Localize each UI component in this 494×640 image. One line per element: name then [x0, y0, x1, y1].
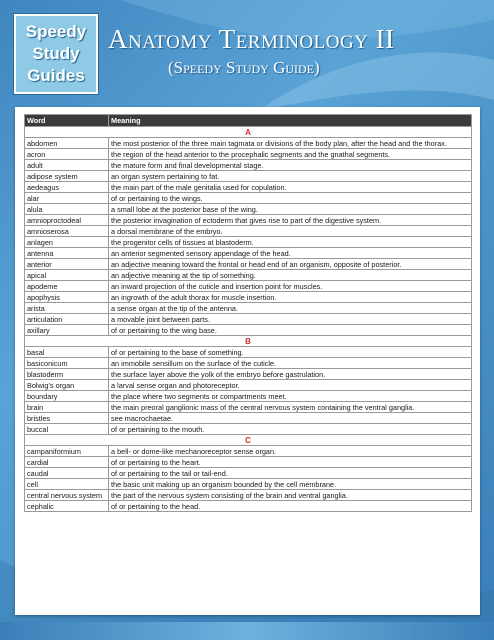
terms-panel: [15, 107, 480, 615]
table-row: [25, 402, 472, 413]
table-row: [25, 281, 472, 292]
column-header-meaning: Meaning: [109, 115, 472, 127]
term-word: apical: [25, 270, 109, 281]
table-row: [25, 138, 472, 149]
table-row: [25, 369, 472, 380]
term-word: apodeme: [25, 281, 109, 292]
table-row: [25, 193, 472, 204]
term-word: adipose system: [25, 171, 109, 182]
section-letter: C: [25, 435, 472, 446]
table-row: [25, 479, 472, 490]
table-row: [25, 424, 472, 435]
term-word: abdomen: [25, 138, 109, 149]
table-row: [25, 501, 472, 512]
term-word: cephalic: [25, 501, 109, 512]
term-word: axillary: [25, 325, 109, 336]
term-meaning: the progenitor cells of tissues at blastoderm.: [109, 237, 472, 248]
term-meaning: of or pertaining to the wings.: [109, 193, 472, 204]
table-row: [25, 490, 472, 501]
term-meaning: the place where two segments or compartments meet.: [109, 391, 472, 402]
term-word: alula: [25, 204, 109, 215]
term-meaning: the most posterior of the three main tagmata or divisions of the body plan, after the head and the thorax.: [109, 138, 472, 149]
term-meaning: of or pertaining to the head.: [109, 501, 472, 512]
term-word: campaniformium: [25, 446, 109, 457]
term-meaning: the part of the nervous system consisting of the brain and ventral ganglia.: [109, 490, 472, 501]
page-title: Anatomy Terminology II: [108, 24, 395, 54]
term-word: Bolwig's organ: [25, 380, 109, 391]
term-word: aedeagus: [25, 182, 109, 193]
brand-logo: [14, 14, 98, 94]
term-word: boundary: [25, 391, 109, 402]
term-word: alar: [25, 193, 109, 204]
terms-table: [24, 114, 472, 512]
term-meaning: of or pertaining to the heart.: [109, 457, 472, 468]
term-word: caudal: [25, 468, 109, 479]
term-word: amnioserosa: [25, 226, 109, 237]
term-word: apophysis: [25, 292, 109, 303]
term-meaning: an inward projection of the cuticle and insertion point for muscles.: [109, 281, 472, 292]
logo-line-1: Speedy: [25, 22, 87, 41]
term-word: brain: [25, 402, 109, 413]
table-row: [25, 413, 472, 424]
table-row: [25, 270, 472, 281]
table-row: [25, 226, 472, 237]
section-letter: A: [25, 127, 472, 138]
term-meaning: the surface layer above the yolk of the embryo before gastrulation.: [109, 369, 472, 380]
term-meaning: the region of the head anterior to the procephalic segments and the gnathal segments.: [109, 149, 472, 160]
term-word: anterior: [25, 259, 109, 270]
table-row: [25, 259, 472, 270]
term-meaning: an adjective meaning at the tip of something.: [109, 270, 472, 281]
section-letter-row: [25, 435, 472, 446]
table-header-row: [25, 115, 472, 127]
term-meaning: a bell- or dome-like mechanoreceptor sense organ.: [109, 446, 472, 457]
table-row: [25, 325, 472, 336]
term-meaning: the posterior invagination of ectoderm that gives rise to part of the digestive system.: [109, 215, 472, 226]
table-row: [25, 204, 472, 215]
term-meaning: a dorsal membrane of the embryo.: [109, 226, 472, 237]
page-subtitle: (Speedy Study Guide): [168, 58, 320, 77]
section-letter-row: [25, 127, 472, 138]
term-meaning: of or pertaining to the wing base.: [109, 325, 472, 336]
term-word: amnioproctodeal: [25, 215, 109, 226]
term-word: basal: [25, 347, 109, 358]
term-meaning: a sense organ at the tip of the antenna.: [109, 303, 472, 314]
term-meaning: a small lobe at the posterior base of the wing.: [109, 204, 472, 215]
term-meaning: of or pertaining to the mouth.: [109, 424, 472, 435]
table-row: [25, 237, 472, 248]
term-word: adult: [25, 160, 109, 171]
term-word: acron: [25, 149, 109, 160]
table-row: [25, 171, 472, 182]
term-word: basiconicum: [25, 358, 109, 369]
term-meaning: an organ system pertaining to fat.: [109, 171, 472, 182]
section-letter: B: [25, 336, 472, 347]
table-row: [25, 314, 472, 325]
term-word: blastoderm: [25, 369, 109, 380]
logo-line-3: Guides: [27, 66, 85, 85]
term-meaning: the mature form and final developmental stage.: [109, 160, 472, 171]
term-meaning: an ingrowth of the adult thorax for muscle insertion.: [109, 292, 472, 303]
column-header-word: Word: [25, 115, 109, 127]
term-meaning: an adjective meaning toward the frontal or head end of an organism, opposite of posterior.: [109, 259, 472, 270]
term-word: arista: [25, 303, 109, 314]
term-meaning: of or pertaining to the tail or tail-end.: [109, 468, 472, 479]
table-row: [25, 391, 472, 402]
term-word: cell: [25, 479, 109, 490]
term-word: bristles: [25, 413, 109, 424]
footer-strip: [0, 622, 494, 640]
table-row: [25, 248, 472, 259]
term-meaning: the main preoral ganglionic mass of the central nervous system containing the ventral ganglia.: [109, 402, 472, 413]
term-word: buccal: [25, 424, 109, 435]
logo-line-2: Study: [32, 44, 80, 63]
table-row: [25, 292, 472, 303]
table-row: [25, 215, 472, 226]
section-letter-row: [25, 336, 472, 347]
term-word: cardial: [25, 457, 109, 468]
table-row: [25, 446, 472, 457]
table-row: [25, 160, 472, 171]
term-meaning: an anterior segmented sensory appendage of the head.: [109, 248, 472, 259]
term-meaning: a larval sense organ and photoreceptor.: [109, 380, 472, 391]
table-row: [25, 457, 472, 468]
table-row: [25, 468, 472, 479]
term-meaning: the main part of the male genitalia used for copulation.: [109, 182, 472, 193]
term-meaning: of or pertaining to the base of something.: [109, 347, 472, 358]
table-row: [25, 149, 472, 160]
table-row: [25, 380, 472, 391]
term-meaning: the basic unit making up an organism bounded by the cell membrane.: [109, 479, 472, 490]
table-row: [25, 303, 472, 314]
table-row: [25, 182, 472, 193]
term-word: central nervous system: [25, 490, 109, 501]
term-meaning: a movable joint between parts.: [109, 314, 472, 325]
table-row: [25, 358, 472, 369]
term-word: anlagen: [25, 237, 109, 248]
term-word: antenna: [25, 248, 109, 259]
term-meaning: see macrochaetae.: [109, 413, 472, 424]
term-word: articulation: [25, 314, 109, 325]
terms-table-body: [25, 127, 472, 512]
term-meaning: an immobile sensillum on the surface of the cuticle.: [109, 358, 472, 369]
table-row: [25, 347, 472, 358]
